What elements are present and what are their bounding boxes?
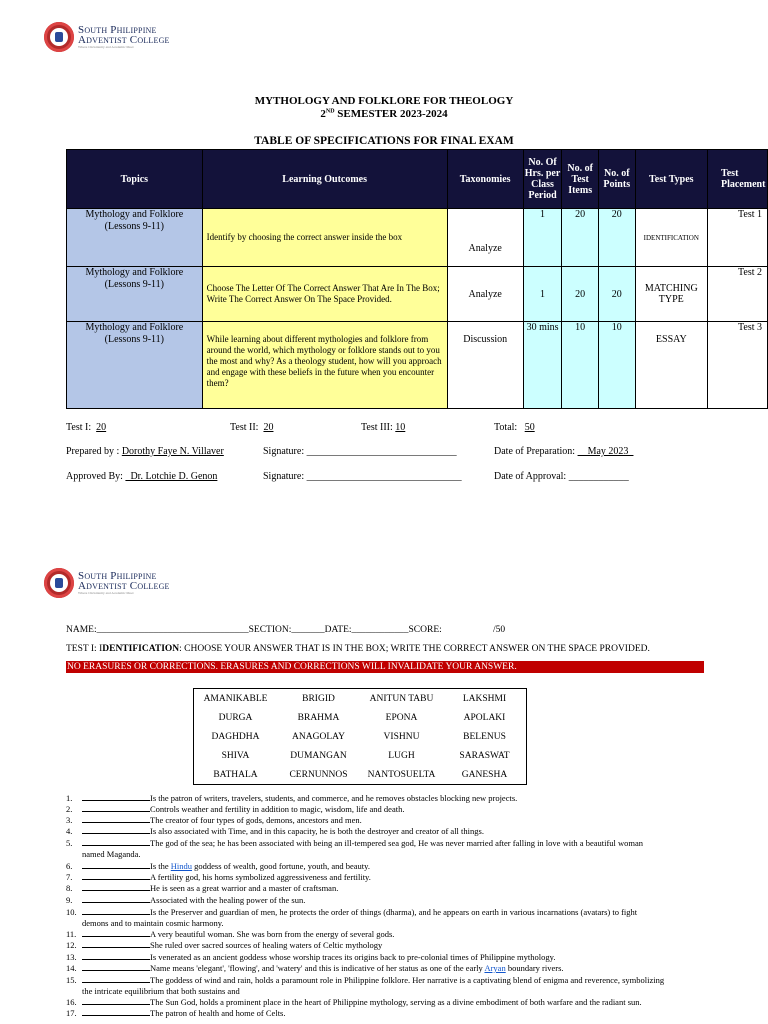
word-bank (193, 688, 527, 785)
prepared-by: Prepared by : Dorothy Faye N. Villaver (66, 446, 224, 457)
question-item: 7. A fertility god, his horns symbolized aggressiveness and fertility. (66, 872, 371, 882)
answer-blank[interactable] (82, 1007, 150, 1016)
answer-blank[interactable] (82, 803, 150, 812)
points-cell: 20 (598, 267, 635, 322)
col-items: No. of Test Items (562, 150, 599, 209)
outcome-cell: Choose The Letter Of The Correct Answer That Are In The Box; Write The Correct Answer On The Space Provided. (202, 267, 447, 322)
answer-blank[interactable] (82, 871, 150, 880)
word-item: LUGH (388, 750, 415, 761)
question-item: 12. She ruled over sacred sources of healing waters of Celtic mythology (66, 940, 383, 950)
answer-blank[interactable] (82, 894, 150, 903)
question-item: 16. The Sun God, holds a prominent place in the heart of Philippine mythology, serving as a divine embodiment of both warfare and the radiant sun. (66, 997, 642, 1007)
specifications-table (66, 149, 768, 409)
warning-banner: NO ERASURES OR CORRECTIONS. ERASURES AND CORRECTIONS WILL INVALIDATE YOUR ANSWER. (66, 661, 704, 673)
word-item: SARASWAT (459, 750, 510, 761)
word-row (194, 765, 527, 785)
word-item: EPONA (385, 712, 418, 723)
word-item: VISHNU (383, 731, 420, 742)
table-row (67, 209, 768, 267)
taxonomy-cell: Analyze (447, 267, 523, 322)
logo-line2: Adventist College (78, 33, 170, 46)
answer-blank[interactable] (82, 860, 150, 869)
hours-cell: 30 mins (523, 322, 562, 409)
test2-summary: Test II: 20 (230, 422, 274, 433)
word-item: BATHALA (213, 769, 258, 780)
answer-blank[interactable] (82, 882, 150, 891)
word-item: NANTOSUELTA (367, 769, 436, 780)
date-of-approval: Date of Approval: ____________ (494, 471, 629, 482)
question-item: 5. The god of the sea; he has been associated with being an ill-tempered sea god, He was never married after falling in love with a beautiful woman named Maganda. (66, 838, 644, 859)
word-item: SHIVA (221, 750, 250, 761)
col-topics: Topics (67, 150, 203, 209)
name-line: NAME:________________________________SECTION:_______DATE:____________SCORE: (66, 625, 442, 635)
word-item: APOLAKI (463, 712, 506, 723)
question-item: 1. Is the patron of writers, travelers, students, and commerce, and he removes obstacles blocking new projects. (66, 793, 518, 803)
word-item: DURGA (218, 712, 253, 723)
question-item: 17. The patron of health and home of Celts. (66, 1008, 286, 1018)
answer-blank[interactable] (82, 939, 150, 948)
taxonomy-cell: Discussion (447, 322, 523, 409)
items-cell: 20 (562, 209, 599, 267)
test-instruction: TEST I: IDENTIFICATION: CHOOSE YOUR ANSWER THAT IS IN THE BOX; WRITE THE CORRECT ANSWER ON THE SPACE PROVIDED. (66, 644, 650, 654)
table-header-row (67, 150, 768, 209)
topic-cell: Mythology and Folklore (Lessons 9-11) (67, 322, 203, 409)
test1-summary: Test I: 20 (66, 422, 107, 433)
word-item: GANESHA (461, 769, 508, 780)
answer-blank[interactable] (82, 906, 150, 915)
placement-cell: Test 1 (707, 209, 767, 267)
items-cell: 10 (562, 322, 599, 409)
question-item: 4. Is also associated with Time, and in this capacity, he is both the destroyer and creator of all things. (66, 826, 484, 836)
word-item: ANAGOLAY (292, 731, 345, 742)
word-row (194, 708, 527, 727)
score-total: /50 (493, 625, 506, 635)
question-item: 3. The creator of four types of gods, demons, ancestors and men. (66, 815, 362, 825)
answer-blank[interactable] (82, 928, 150, 937)
logo-tagline: Where Christianity and Academic Meet (78, 44, 134, 49)
semester-line (0, 108, 768, 120)
points-cell: 10 (598, 322, 635, 409)
question-item: 10. Is the Preserver and guardian of men, he protects the order of things (dharma), and he appears on earth in various incarnations (avatars) to fight demons and to maintain cosmic harmony. (66, 907, 638, 928)
col-points: No. of Points (598, 150, 635, 209)
answer-blank[interactable] (82, 974, 150, 983)
col-placement: Test Placement (707, 150, 767, 209)
semester-rest: SEMESTER 2023-2024 (334, 108, 448, 120)
date-of-preparation: Date of Preparation: __May 2023_ (494, 446, 634, 457)
word-item: AMANIKABLE (203, 693, 268, 704)
word-item: BRIGID (302, 693, 335, 704)
answer-blank[interactable] (82, 996, 150, 1005)
col-hours: No. Of Hrs. per Class Period (523, 150, 562, 209)
college-logo (44, 22, 170, 52)
outcome-cell: While learning about different mythologies and folklore from around the world, which mythology or folklore stands out to you the most and why? As a theology student, how will you approach and engage with these beliefs in the future when you encounter them? (202, 322, 447, 409)
topic-cell: Mythology and Folklore (Lessons 9-11) (67, 267, 203, 322)
topic-cell: Mythology and Folklore (Lessons 9-11) (67, 209, 203, 267)
semester-suffix: ND (325, 108, 335, 115)
table-row (67, 267, 768, 322)
word-item: ANITUN TABU (369, 693, 434, 704)
signature-2: Signature: _______________________________ (263, 471, 462, 482)
hours-cell: 1 (523, 267, 562, 322)
word-item: DUMANGAN (290, 750, 347, 761)
answer-blank[interactable] (82, 814, 150, 823)
total-summary: Total: 50 (494, 422, 535, 433)
course-title: MYTHOLOGY AND FOLKLORE FOR THEOLOGY (254, 95, 514, 107)
question-item: 8. He is seen as a great warrior and a master of craftsman. (66, 883, 339, 893)
word-item: BRAHMA (297, 712, 340, 723)
logo-line1: South Philippine (78, 569, 157, 582)
signature-1: Signature: ______________________________ (263, 446, 457, 457)
semester-number: 2 (320, 108, 326, 120)
question-item: 15. The goddess of wind and rain, holds a paramount role in Philippine folklore. Her narrative is a captivating blend of enigma and reverence, symbolizing the intricate equilibrium that both sustains and (66, 975, 665, 996)
type-cell: MATCHING TYPE (635, 267, 707, 322)
question-item: 2. Controls weather and fertility in addition to magic, wisdom, life and death. (66, 804, 405, 814)
question-item: 13. Is venerated as an ancient goddess whose worship traces its origins back to pre-colonial times of Philippine mythology. (66, 952, 556, 962)
taxonomy-cell: Analyze (447, 209, 523, 267)
type-cell: IDENTIFICATION (635, 209, 707, 267)
logo-line2: Adventist College (78, 579, 170, 592)
word-item: CERNUNNOS (289, 769, 348, 780)
word-row (194, 746, 527, 765)
tos-title: TABLE OF SPECIFICATIONS FOR FINAL EXAM (254, 135, 514, 147)
answer-blank[interactable] (82, 951, 150, 960)
college-logo (44, 568, 170, 598)
col-types: Test Types (635, 150, 707, 209)
word-item: DAGHDHA (211, 731, 260, 742)
col-outcomes: Learning Outcomes (202, 150, 447, 209)
question-item: 9. Associated with the healing power of the sun. (66, 895, 306, 905)
question-item: 6. Is the Hindu goddess of wealth, good fortune, youth, and beauty. (66, 861, 370, 871)
answer-blank[interactable] (82, 792, 150, 801)
answer-blank[interactable] (82, 837, 150, 846)
answer-blank[interactable] (82, 825, 150, 834)
test3-summary: Test III: 10 (361, 422, 406, 433)
logo-tagline: Where Christianity and Academic Meet (78, 590, 134, 595)
word-item: BELENUS (463, 731, 506, 742)
college-seal-icon (44, 22, 74, 52)
college-seal-icon (44, 568, 74, 598)
question-item: 11. A very beautiful woman. She was born from the energy of several gods. (66, 929, 395, 939)
points-cell: 20 (598, 209, 635, 267)
hindu-link[interactable]: Hindu (170, 861, 193, 871)
aryan-link[interactable]: Aryan (484, 963, 506, 973)
placement-cell: Test 3 (707, 322, 767, 409)
table-row (67, 322, 768, 409)
logo-line1: South Philippine (78, 23, 157, 36)
outcome-cell: Identify by choosing the correct answer inside the box (202, 209, 447, 267)
type-cell: ESSAY (635, 322, 707, 409)
question-item: 14. Name means 'elegant', 'flowing', and 'watery' and this is indicative of her status as one of the early Aryan boundary rivers. (66, 963, 564, 973)
word-item: LAKSHMI (462, 693, 507, 704)
items-cell: 20 (562, 267, 599, 322)
placement-cell: Test 2 (707, 267, 767, 322)
hours-cell: 1 (523, 209, 562, 267)
answer-blank[interactable] (82, 962, 150, 971)
approved-by: Approved By: _Dr. Lotchie D. Genon (66, 471, 218, 482)
word-row (194, 727, 527, 746)
col-taxonomies: Taxonomies (447, 150, 523, 209)
word-row (194, 689, 527, 709)
